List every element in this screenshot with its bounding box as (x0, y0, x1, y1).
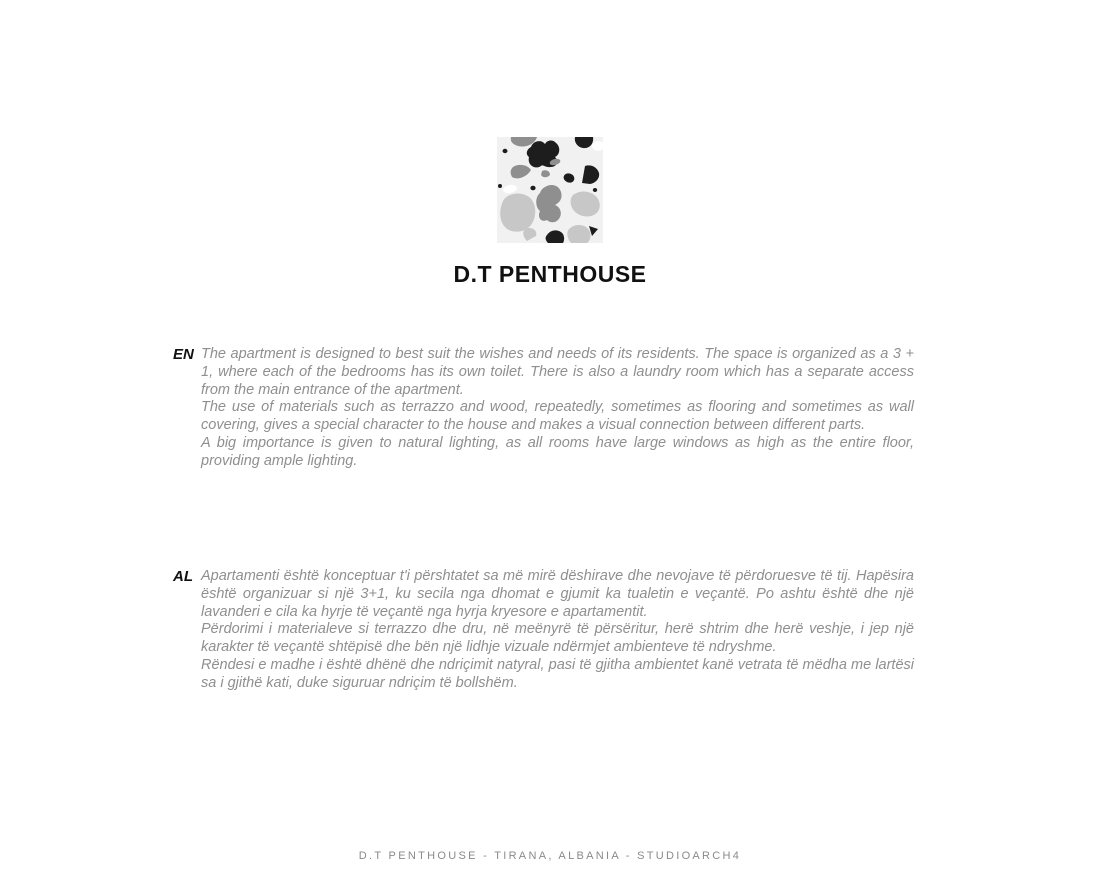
section-albanian (173, 568, 914, 693)
paragraph: Përdorimi i materialeve si terrazzo dhe dru, në meënyrë të përsëritur, herë shtrim dhe herë veshje, i jep një karakter të veçantë shtëpisë dhe bën një lidhje vizuale ndërmjet ambienteve të ndryshme. (201, 621, 914, 656)
paragraph: Rëndesi e madhe i është dhënë dhe ndriçimit natyral, pasi të gjitha ambientet kanë vetrata të mëdha me lartësi sa i gjithë kati, duke siguruar ndriçim të bollshëm. (201, 656, 914, 691)
section-albanian-body (201, 568, 914, 693)
paragraph: Apartamenti është konceptuar t'i përshtatet sa më mirë dëshirave dhe nevojave të përdoruesve të tij. Hapësira është organizuar si një 3+1, ku secila nga dhomat e gjumit ka tualetin e veçantë. Po ashtu është dhe një lavanderi e cila ka hyrje të veçantë nga hyrja kryesore e apartamentit. (201, 568, 914, 620)
section-english (173, 346, 914, 471)
terrazzo-logo (497, 137, 603, 243)
paragraph: A big importance is given to natural lighting, as all rooms have large windows as high as the entire floor, providing ample lighting. (201, 434, 914, 469)
language-label-al: AL (173, 568, 193, 585)
paragraph: The use of materials such as terrazzo and wood, repeatedly, sometimes as flooring and sometimes as wall covering, gives a special character to the house and makes a visual connection between different parts. (201, 399, 914, 434)
terrazzo-pattern-icon (497, 137, 603, 243)
footer-caption: D.T PENTHOUSE - TIRANA, ALBANIA - STUDIOARCH4 (358, 850, 742, 862)
section-english-body (201, 346, 914, 471)
page-title: D.T PENTHOUSE (453, 261, 647, 287)
language-label-en: EN (173, 346, 194, 363)
paragraph: The apartment is designed to best suit the wishes and needs of its residents. The space is organized as a 3 + 1, where each of the bedrooms has its own toilet. There is also a laundry room which has a separate access from the main entrance of the apartment. (201, 346, 914, 398)
